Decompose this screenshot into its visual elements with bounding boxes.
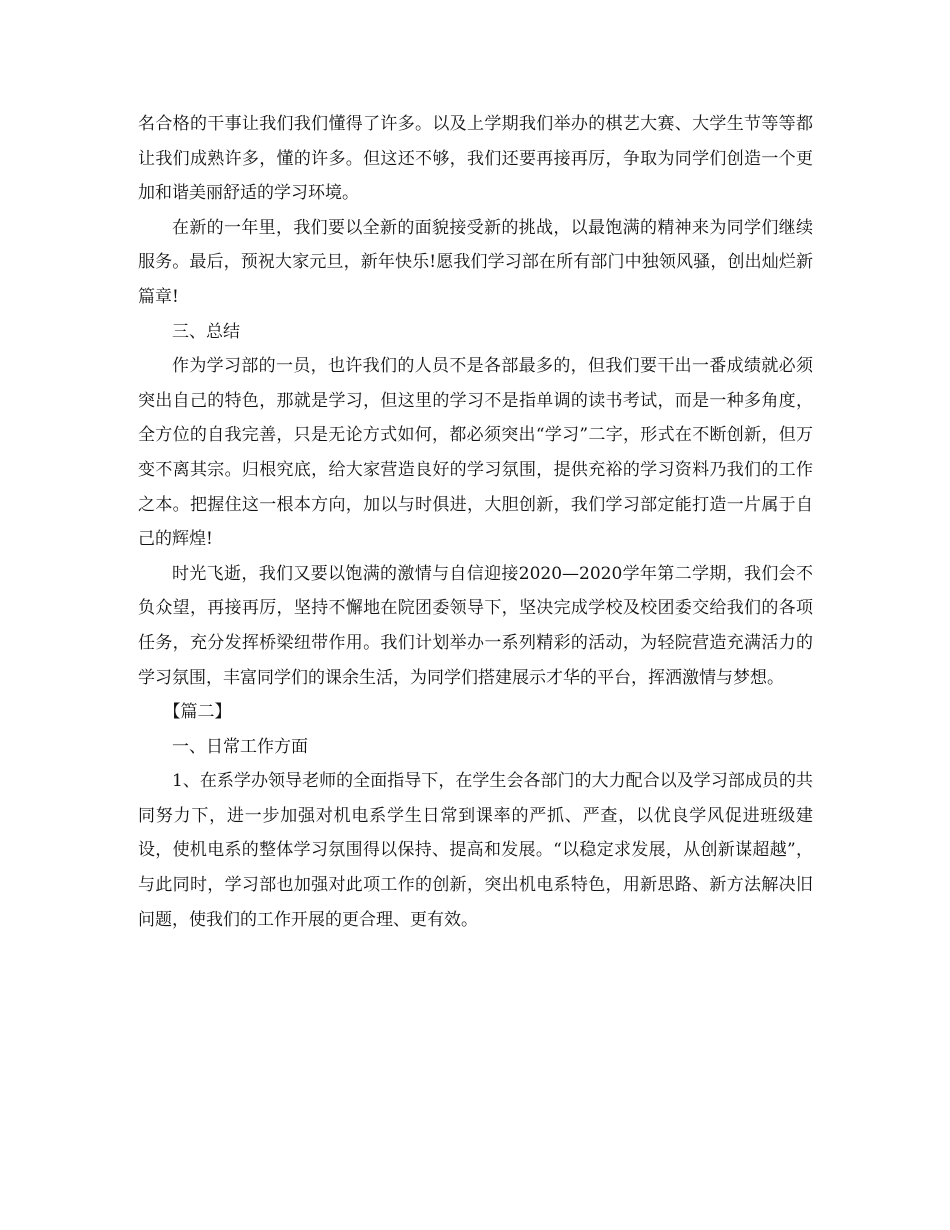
section-heading-summary: 三、总结 <box>172 321 240 342</box>
part-heading: 【篇二】 <box>163 702 232 723</box>
paragraph-summary-2: 时光飞逝，我们又要以饱满的激情与自信迎接2020—2020学年第二学期，我们会不负众望，再接再厉，坚持不懈地在院团委领导下，坚决完成学校及校团委交给我们的各项任务，充分发挥桥梁纽带作用。我们计划举办一系列精彩的活动，为轻院营造充满活力的学习氛围，丰富同学们的课余生活，为同学们搭建展示才华的平台，挥洒激情与梦想。 <box>138 563 813 688</box>
paragraph-daily-work-1: 1、在系学办领导老师的全面指导下，在学生会各部门的大力配合以及学习部成员的共同努力下，进一步加强对机电系学生日常到课率的严抓、严查，以优良学风促进班级建设，使机电系的整体学习氛围得以保持、提高和发展。“以稳定求发展，从创新谋超越”，与此同时，学习部也加强对此项工作的创新，突出机电系特色，用新思路、新方法解决旧问题，使我们的工作开展的更合理、更有效。 <box>138 771 813 930</box>
paragraph-summary-1: 作为学习部的一员，也许我们的人员不是各部最多的，但我们要干出一番成绩就必须突出自己的特色，那就是学习，但这里的学习不是指单调的读书考试，而是一种多角度，全方位的自我完善，只是无论方式如何，都必须突出“学习”二字，形式在不断创新，但万变不离其宗。归根究底，给大家营造良好的学习氛围，提供充裕的学习资料乃我们的工作之本。把握住这一根本方向，加以与时俱进，大胆创新，我们学习部定能打造一片属于自己的辉煌! <box>138 356 813 550</box>
paragraph-new-year: 在新的一年里，我们要以全新的面貌接受新的挑战，以最饱满的精神来为同学们继续服务。最后，预祝大家元旦，新年快乐!愿我们学习部在所有部门中独领风骚，创出灿烂新篇章! <box>138 217 813 307</box>
section-heading-daily-work: 一、日常工作方面 <box>172 736 308 757</box>
document-page <box>138 107 813 937</box>
paragraph-continuation: 名合格的干事让我们我们懂得了许多。以及上学期我们举办的棋艺大赛、大学生节等等都让我们成熟许多，懂的许多。但这还不够，我们还要再接再厉，争取为同学们创造一个更加和谐美丽舒适的学习环境。 <box>138 114 813 204</box>
